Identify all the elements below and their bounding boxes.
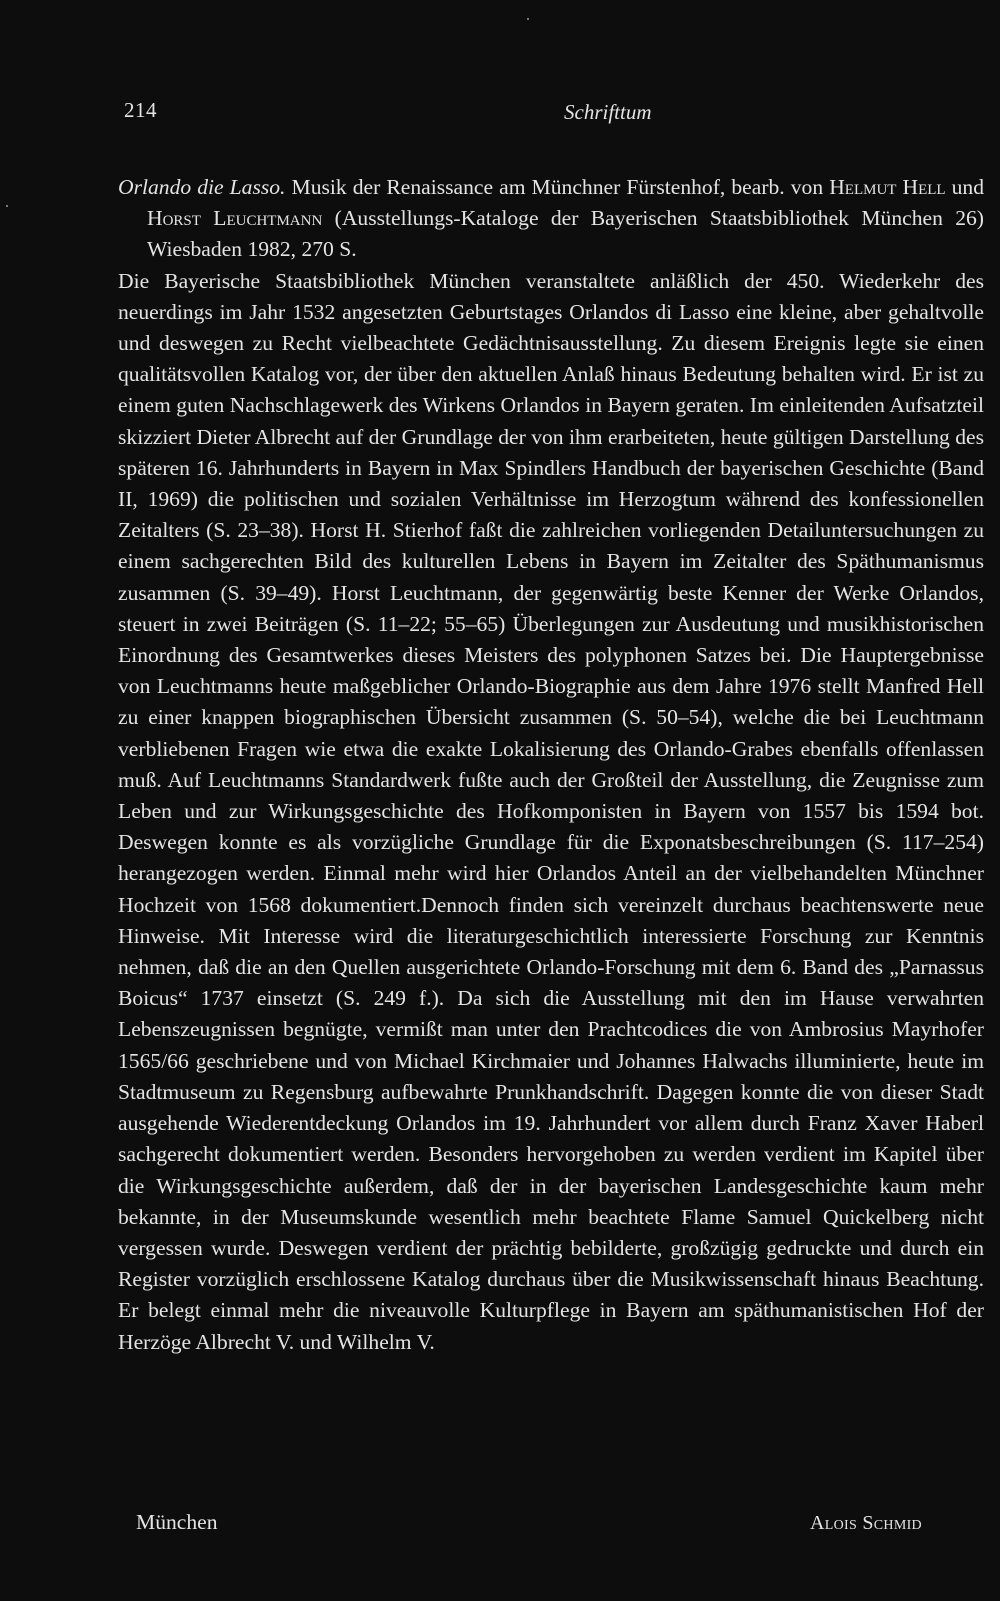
citation-series: (Ausstellungs-Kataloge der Bayerischen Staatsbibliothek München 26) Wiesbaden 1982, 270 S.	[147, 206, 984, 262]
page-number: 214	[124, 98, 157, 122]
signature-author: Alois Schmid	[810, 1512, 922, 1534]
running-head: Schrifttum	[564, 100, 652, 124]
review-body: Die Bayerische Staatsbibliothek München veranstaltete anläßlich der 450. Wiederkehr des neuerdings im Jahr 1532 angesetzten Geburtstages Orlandos di Lasso eine kleine, aber gehaltvolle und deswegen zu Recht vielbeachtete Gedächtnisausstellung. Zu diesem Ereignis legte sie einen qualitätsvollen Katalog vor, der über den aktuellen Anlaß hinaus Bedeutung behalten wird. Er ist zu einem guten Nachschlagewerk des Wirkens Orlandos in Bayern geraten. Im einleitenden Aufsatzteil skizziert Dieter Albrecht auf der Grundlage der von ihm erarbeiteten, heute gültigen Darstellung des späteren 16. Jahrhunderts in Bayern in Max Spindlers Handbuch der bayerischen Geschichte (Band II, 1969) die politischen und sozialen Verhältnisse im Herzogtum während des konfessionellen Zeitalters (S. 23–38). Horst H. Stierhof faßt die zahlreichen vorliegenden Detailuntersuchungen zu einem sachgerechten Bild des kulturellen Lebens in Bayern im Zeitalter des Späthumanismus zusammen (S. 39–49). Horst Leuchtmann, der gegenwärtig beste Kenner der Werke Orlandos, steuert in zwei Beiträgen (S. 11–22; 55–65) Überlegungen zur Ausdeutung und musikhistorischen Einordnung des Gesamtwerkes dieses Meisters des polyphonen Satzes bei. Die Hauptergebnisse von Leuchtmanns heute maßgeblicher Orlando-Biographie aus dem Jahre 1976 stellt Manfred Hell zu einer knappen biographischen Übersicht zusammen (S. 50–54), welche die bei Leuchtmann verbliebenen Fragen wie etwa die exakte Lokalisierung des Orlando-Grabes ebenfalls offenlassen muß. Auf Leuchtmanns Standardwerk fußte auch der Großteil der Ausstellung, die Zeugnisse zum Leben und zur Wirkungsgeschichte des Hofkomponisten in Bayern von 1557 bis 1594 bot. Deswegen konnte es als vorzügliche Grundlage für die Exponatsbeschreibungen (S. 117–254) herangezogen werden. Einmal mehr wird hier Orlandos Anteil an der vielbehandelten Münchner Hochzeit von 1568 dokumentiert.Dennoch finden sich vereinzelt durchaus beachtenswerte neue Hinweise. Mit Interesse wird die literaturgeschichtlich interessierte Forschung zur Kenntnis nehmen, daß die an den Quellen ausgerichtete Orlando-Forschung mit dem 6. Band des „Parnassus Boicus“ 1737 einsetzt (S. 249 f.). Da sich die Ausstellung mit den im Hause verwahrten Lebenszeugnissen begnügte, vermißt man unter den Prachtcodices die von Ambrosius Mayrhofer 1565/66 geschriebene und von Michael Kirchmaier und Johannes Halwachs illuminierte, heute im Stadtmuseum zu Regensburg aufbewahrte Prunkhandschrift. Dagegen konnte die von dieser Stadt ausgehende Wiederentdeckung Orlandos im 19. Jahrhundert vor allem durch Franz Xaver Haberl sachgerecht dokumentiert werden. Besonders hervorgehoben zu werden verdient im Kapitel über die Wirkungsgeschichte außerdem, daß der in der bayerischen Landesgeschichte kaum mehr bekannte, in der Museumskunde wesentlich mehr beachtete Flame Samuel Quickelberg nicht vergessen wurde. Deswegen verdient der prächtig bebilderte, großzügig gedruckte und durch ein Register vorzüglich erschlossene Katalog durchaus über die Musikwissenschaft hinaus Beachtung. Er belegt einmal mehr die niveauvolle Kulturpflege in Bayern am späthumanistischen Hof der Herzöge Albrecht V. und Wilhelm V.	[118, 268, 984, 1354]
scan-speck	[6, 205, 8, 207]
scan-speck	[527, 18, 529, 20]
book-title: Orlando die Lasso.	[118, 175, 286, 199]
citation-joiner: und	[945, 175, 985, 199]
citation-subtitle: Musik der Renaissance am Münchner Fürstenhof, bearb. von	[285, 175, 830, 199]
editor-name: Horst Leuchtmann	[147, 206, 323, 231]
review-entry	[118, 172, 984, 1358]
signature-place: München	[136, 1510, 218, 1534]
editor-name: Helmut Hell	[829, 175, 946, 199]
bibliographic-citation	[118, 172, 984, 266]
